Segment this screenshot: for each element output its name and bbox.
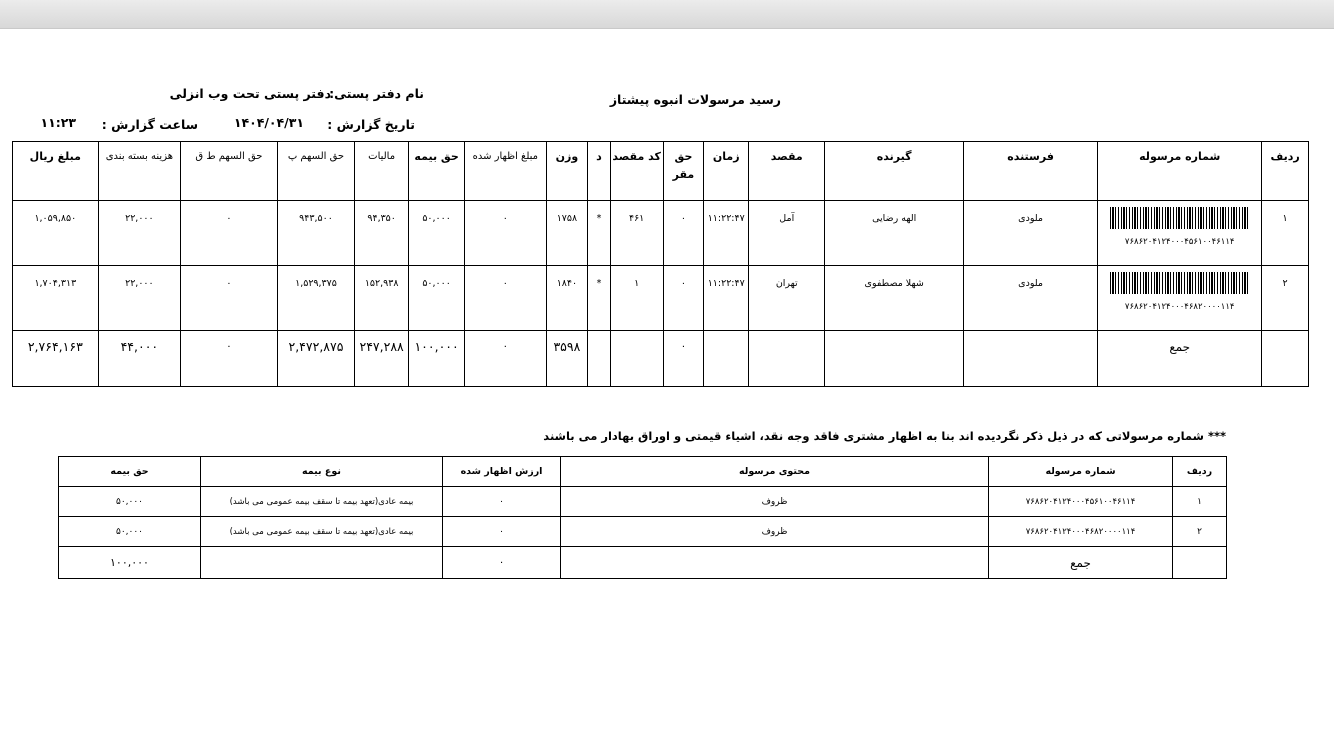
cell-haq-maqar: ۰ xyxy=(663,201,704,266)
col-radif: ردیف xyxy=(1262,142,1309,201)
cell-d: * xyxy=(588,201,610,266)
ins-col-radif: ردیف xyxy=(1173,457,1227,487)
cell-maliat: ۱۵۲,۹۳۸ xyxy=(355,266,409,331)
cell-girande: شهلا مصطفوی xyxy=(825,266,963,331)
office-value: دفتر پستی تحت وب انزلی xyxy=(169,86,331,101)
cell-hazine-baste: ۲۲,۰۰۰ xyxy=(98,266,180,331)
col-hazine-baste: هزینه بسته بندی xyxy=(98,142,180,201)
report-title: رسید مرسولات انبوه پیشتاز xyxy=(609,92,781,107)
cell-haq-sahm-p: ۱,۵۲۹,۳۷۵ xyxy=(277,266,354,331)
ins-col-haq-bime: حق بیمه xyxy=(59,457,201,487)
ins-cell-shomare: ۷۶۸۶۲۰۴۱۲۴۰۰۰۴۶۸۲۰۰۰۰۱۱۴ xyxy=(989,517,1173,547)
col-mablagh-rial: مبلغ ریال xyxy=(13,142,99,201)
col-shomare: شماره مرسوله xyxy=(1098,142,1262,201)
ins-total-mohtava xyxy=(561,547,989,579)
ins-cell-mohtava: ظروف xyxy=(561,517,989,547)
cell-haq-bime: ۵۰,۰۰۰ xyxy=(409,266,465,331)
cell-hazine-baste: ۲۲,۰۰۰ xyxy=(98,201,180,266)
total-vazn: ۳۵۹۸ xyxy=(546,331,588,387)
cell-vazn: ۱۸۴۰ xyxy=(546,266,588,331)
barcode-number: ۷۶۸۶۲۰۴۱۲۴۰۰۰۴۵۶۱۰۰۴۶۱۱۴ xyxy=(1124,237,1235,247)
ins-cell-haq-bime: ۵۰,۰۰۰ xyxy=(59,487,201,517)
total-d xyxy=(588,331,610,387)
col-mablagh-ezhar: مبلغ اظهار شده xyxy=(465,142,546,201)
col-maghsad: مقصد xyxy=(749,142,825,201)
ins-cell-haq-bime: ۵۰,۰۰۰ xyxy=(59,517,201,547)
col-haq-bime: حق بیمه xyxy=(409,142,465,201)
cell-vazn: ۱۷۵۸ xyxy=(546,201,588,266)
barcode-number: ۷۶۸۶۲۰۴۱۲۴۰۰۰۴۶۸۲۰۰۰۰۱۱۴ xyxy=(1124,302,1235,312)
cell-haq-sahm-p: ۹۴۳,۵۰۰ xyxy=(277,201,354,266)
total-hazine-baste: ۴۴,۰۰۰ xyxy=(98,331,180,387)
ins-cell-shomare: ۷۶۸۶۲۰۴۱۲۴۰۰۰۴۵۶۱۰۰۴۶۱۱۴ xyxy=(989,487,1173,517)
cell-maghsad: تهران xyxy=(749,266,825,331)
barcode-image xyxy=(1110,207,1250,229)
cell-radif: ۱ xyxy=(1262,201,1309,266)
cell-zaman: ۱۱:۲۲:۴۷ xyxy=(704,266,749,331)
cell-haq-sahm-tq: ۰ xyxy=(181,266,278,331)
barcode-image xyxy=(1110,272,1250,294)
total-girande xyxy=(825,331,963,387)
ins-cell-noe-bime: بیمه عادی(تعهد بیمه تا سقف بیمه عمومی می باشد) xyxy=(201,487,443,517)
total-radif xyxy=(1262,331,1309,387)
total-maghsad xyxy=(749,331,825,387)
col-zaman: زمان xyxy=(704,142,749,201)
ins-col-mohtava: محتوی مرسوله xyxy=(561,457,989,487)
ins-cell-radif: ۲ xyxy=(1173,517,1227,547)
cell-kod-maghsad: ۴۶۱ xyxy=(610,201,663,266)
time-value: ۱۱:۲۳ xyxy=(40,115,76,130)
top-toolbar xyxy=(0,0,1334,29)
cell-zaman: ۱۱:۲۲:۴۷ xyxy=(704,201,749,266)
total-zaman xyxy=(704,331,749,387)
ins-total-radif xyxy=(1173,547,1227,579)
cell-mablagh-ezhar: ۰ xyxy=(465,201,546,266)
ins-total-haq-bime: ۱۰۰,۰۰۰ xyxy=(59,547,201,579)
col-haq-maqar: حق مقر xyxy=(663,142,704,201)
col-kod-maghsad: کد مقصد xyxy=(610,142,663,201)
ins-col-shomare: شماره مرسوله xyxy=(989,457,1173,487)
cell-haq-maqar: ۰ xyxy=(663,266,704,331)
date-value: ۱۴۰۴/۰۴/۳۱ xyxy=(233,115,304,130)
cell-ferestande: ملودی xyxy=(963,201,1097,266)
table-row xyxy=(59,487,1227,517)
ins-total-label: جمع xyxy=(989,547,1173,579)
col-vazn: وزن xyxy=(546,142,588,201)
total-haq-sahm-tq: ۰ xyxy=(181,331,278,387)
table-row xyxy=(13,266,1309,331)
col-haq-sahm-tq: حق السهم ط ق xyxy=(181,142,278,201)
total-maliat: ۲۴۷,۲۸۸ xyxy=(355,331,409,387)
ins-cell-arzesh: ۰ xyxy=(443,517,561,547)
col-d: د xyxy=(588,142,610,201)
office-label: نام دفتر پستی: xyxy=(329,86,424,101)
table-row xyxy=(13,201,1309,266)
date-label: تاریخ گزارش : xyxy=(327,117,415,132)
cell-kod-maghsad: ۱ xyxy=(610,266,663,331)
ins-col-arzesh: ارزش اظهار شده xyxy=(443,457,561,487)
total-haq-maqar: ۰ xyxy=(663,331,704,387)
cell-radif: ۲ xyxy=(1262,266,1309,331)
cell-haq-sahm-tq: ۰ xyxy=(181,201,278,266)
cell-shomare xyxy=(1098,266,1262,331)
cell-mablagh-rial: ۱,۷۰۴,۳۱۳ xyxy=(13,266,99,331)
col-girande: گیرنده xyxy=(825,142,963,201)
ins-cell-arzesh: ۰ xyxy=(443,487,561,517)
cell-maliat: ۹۴,۳۵۰ xyxy=(355,201,409,266)
valuables-note: *** شماره مرسولاتی که در ذیل ذکر نگردیده اند بنا به اظهار مشتری فاقد وجه نقد، اشیاء قیمتی و اوراق بهادار می باشند xyxy=(543,429,1226,443)
ins-total-noe-bime xyxy=(201,547,443,579)
total-row xyxy=(13,331,1309,387)
col-haq-sahm-p: حق السهم پ xyxy=(277,142,354,201)
insurance-table xyxy=(58,456,1227,579)
insurance-total-row xyxy=(59,547,1227,579)
table-row xyxy=(59,517,1227,547)
cell-haq-bime: ۵۰,۰۰۰ xyxy=(409,201,465,266)
cell-shomare xyxy=(1098,201,1262,266)
cell-mablagh-rial: ۱,۰۵۹,۸۵۰ xyxy=(13,201,99,266)
col-maliat: مالیات xyxy=(355,142,409,201)
cell-maghsad: آمل xyxy=(749,201,825,266)
parcels-table xyxy=(12,141,1309,387)
total-haq-sahm-p: ۲,۴۷۲,۸۷۵ xyxy=(277,331,354,387)
total-mablagh-ezhar: ۰ xyxy=(465,331,546,387)
col-ferestande: فرستنده xyxy=(963,142,1097,201)
total-label: جمع xyxy=(1098,331,1262,387)
total-kod-maghsad xyxy=(610,331,663,387)
cell-girande: الهه رضایی xyxy=(825,201,963,266)
insurance-header-row xyxy=(59,457,1227,487)
ins-cell-mohtava: ظروف xyxy=(561,487,989,517)
total-ferestande xyxy=(963,331,1097,387)
ins-cell-radif: ۱ xyxy=(1173,487,1227,517)
total-haq-bime: ۱۰۰,۰۰۰ xyxy=(409,331,465,387)
total-mablagh-rial: ۲,۷۶۴,۱۶۳ xyxy=(13,331,99,387)
cell-d: * xyxy=(588,266,610,331)
ins-col-noe-bime: نوع بیمه xyxy=(201,457,443,487)
time-label: ساعت گزارش : xyxy=(101,117,198,132)
parcels-header-row xyxy=(13,142,1309,201)
cell-mablagh-ezhar: ۰ xyxy=(465,266,546,331)
ins-cell-noe-bime: بیمه عادی(تعهد بیمه تا سقف بیمه عمومی می باشد) xyxy=(201,517,443,547)
ins-total-arzesh: ۰ xyxy=(443,547,561,579)
cell-ferestande: ملودی xyxy=(963,266,1097,331)
